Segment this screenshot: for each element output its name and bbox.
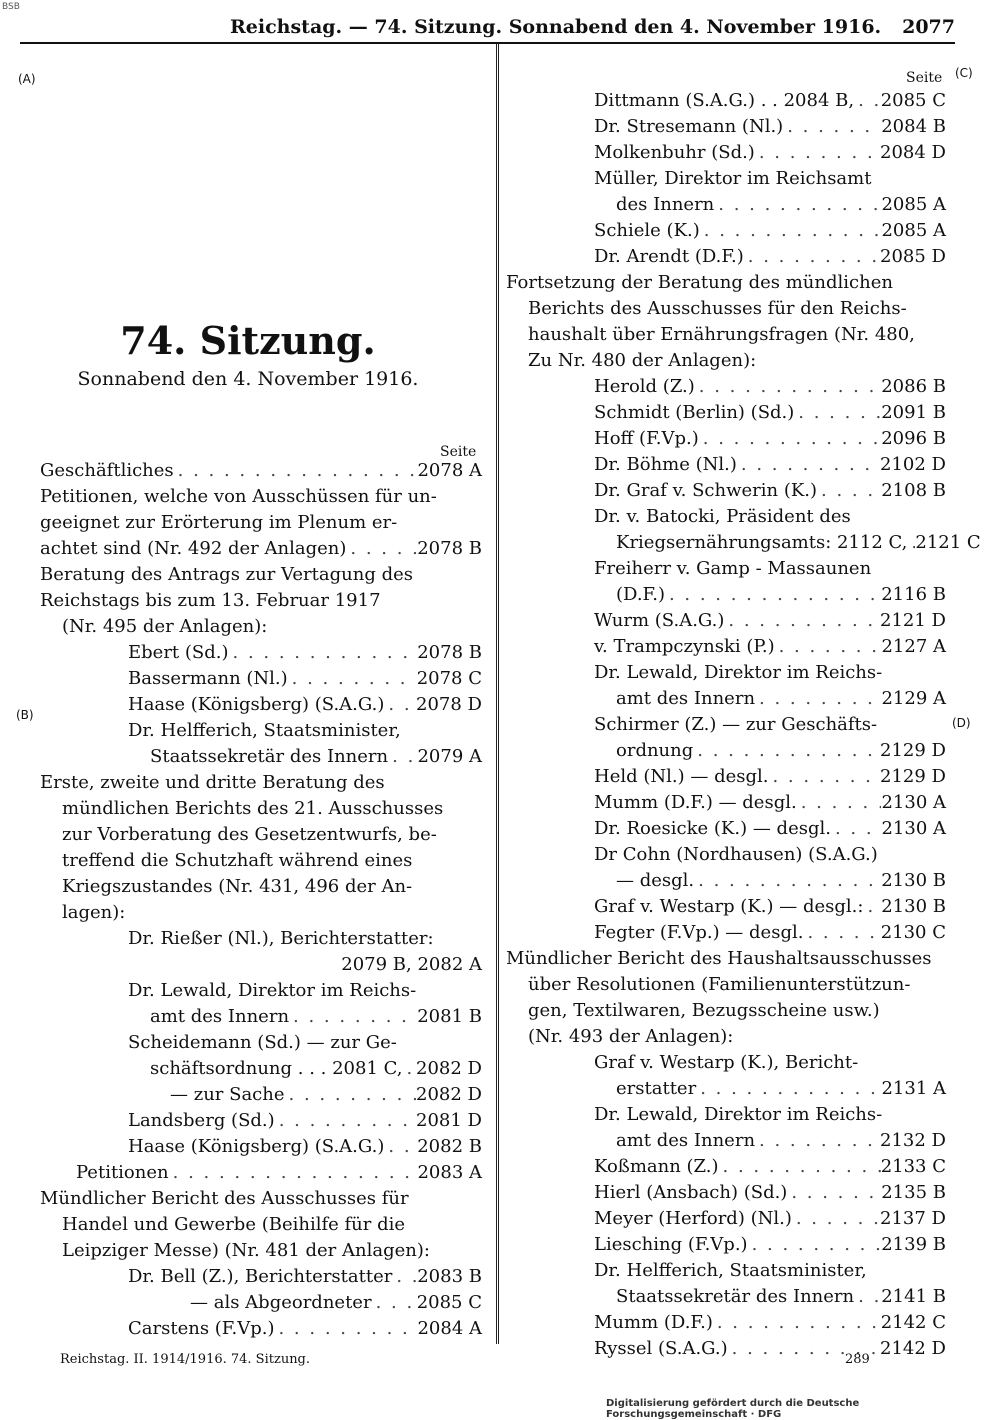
index-entry: — als Abgeordneter . . . 2085 C xyxy=(40,1290,482,1316)
seite-label-right: Seite xyxy=(906,70,943,86)
index-text: Mündlicher Bericht des Ausschusses für xyxy=(40,1188,409,1209)
left-column-index xyxy=(40,458,482,1342)
index-entry: Dittmann (S.A.G.) . . 2084 B, . . . 2085 C xyxy=(506,88,946,114)
index-entry: des Innern . . . 2085 A xyxy=(506,192,946,218)
index-entry: Dr. Stresemann (Nl.) . . . 2084 B xyxy=(506,114,946,140)
index-entry: — zur Sache . . . 2082 D xyxy=(40,1082,482,1108)
dfg-credit: Digitalisierung gefördert durch die Deutsche Forschungsgemeinschaft · DFG xyxy=(606,1398,860,1420)
index-entry: Hierl (Ansbach) (Sd.) . . . 2135 B xyxy=(506,1180,946,1206)
footer-signature: Reichstag. II. 1914/1916. 74. Sitzung. xyxy=(60,1352,311,1367)
index-text: geeignet zur Erörterung im Plenum er- xyxy=(40,512,398,533)
index-entry: schäftsordnung . . . 2081 C, . . . 2082 D xyxy=(40,1056,482,1082)
index-text: Dr. Rießer (Nl.), Berichterstatter: xyxy=(128,928,434,949)
index-text: Dr. Lewald, Direktor im Reichs- xyxy=(128,980,417,1001)
header-title: Reichstag. — 74. Sitzung. Sonnabend den 4. November 1916. xyxy=(230,16,882,38)
index-entry: Hoff (F.Vp.) . . . 2096 B xyxy=(506,426,946,452)
index-entry: Carstens (F.Vp.) . . . 2084 A xyxy=(40,1316,482,1342)
running-header xyxy=(230,16,955,38)
index-entry: Koßmann (Z.) . . . 2133 C xyxy=(506,1154,946,1180)
index-entry: Haase (Königsberg) (S.A.G.) . . . 2078 D xyxy=(40,692,482,718)
index-entry: Ryssel (S.A.G.) . . . 2142 D xyxy=(506,1336,946,1362)
index-entry: Landsberg (Sd.) . . . 2081 D xyxy=(40,1108,482,1134)
index-entry: Held (Nl.) — desgl. . . . 2129 D xyxy=(506,764,946,790)
index-entry: Mumm (D.F.) — desgl. . . . 2130 A xyxy=(506,790,946,816)
index-entry: — desgl. . . . 2130 B xyxy=(506,868,946,894)
index-text: Freiherr v. Gamp - Massaunen xyxy=(594,558,872,579)
index-entry: Staatssekretär des Innern . . . 2079 A xyxy=(40,744,482,770)
index-text: Dr. Lewald, Direktor im Reichs- xyxy=(594,1104,883,1125)
index-text: Müller, Direktor im Reichsamt xyxy=(594,168,872,189)
index-entry: Bassermann (Nl.) . . . 2078 C xyxy=(40,666,482,692)
margin-marker-b: (B) xyxy=(16,708,34,722)
index-entry: Schiele (K.) . . . 2085 A xyxy=(506,218,946,244)
index-entry: (D.F.) . . . 2116 B xyxy=(506,582,946,608)
index-entry: amt des Innern . . . 2132 D xyxy=(506,1128,946,1154)
index-text: 2079 B, 2082 A xyxy=(341,954,482,975)
index-entry: Haase (Königsberg) (S.A.G.) . . . 2082 B xyxy=(40,1134,482,1160)
index-entry: Liesching (F.Vp.) . . . 2139 B xyxy=(506,1232,946,1258)
index-entry: Dr. Roesicke (K.) — desgl. . . . 2130 A xyxy=(506,816,946,842)
index-text: haushalt über Ernährungsfragen (Nr. 480, xyxy=(528,324,915,345)
margin-marker-c: (C) xyxy=(955,66,973,80)
index-entry: ordnung . . . 2129 D xyxy=(506,738,946,764)
index-text: Berichts des Ausschusses für den Reichs- xyxy=(528,298,907,319)
index-text: treffend die Schutzhaft während eines xyxy=(62,850,413,871)
index-entry: v. Trampczynski (P.) . . . 2127 A xyxy=(506,634,946,660)
index-entry: Mumm (D.F.) . . . 2142 C xyxy=(506,1310,946,1336)
index-entry: Graf v. Westarp (K.) — desgl.: . . . 2130 B xyxy=(506,894,946,920)
index-text: (Nr. 493 der Anlagen): xyxy=(528,1026,734,1047)
index-entry: achtet sind (Nr. 492 der Anlagen) . . . 2078 B xyxy=(40,536,482,562)
header-rule xyxy=(20,42,955,44)
index-entry: Geschäftliches . . . 2078 A xyxy=(40,458,482,484)
index-entry: Meyer (Herford) (Nl.) . . . 2137 D xyxy=(506,1206,946,1232)
index-text: Dr. Helfferich, Staatsminister, xyxy=(128,720,401,741)
index-text: Erste, zweite und dritte Beratung des xyxy=(40,772,385,793)
footer-sheet-number: 289 xyxy=(845,1352,870,1367)
index-text: Kriegszustandes (Nr. 431, 496 der An- xyxy=(62,876,413,897)
index-text: Scheidemann (Sd.) — zur Ge- xyxy=(128,1032,397,1053)
index-text: Beratung des Antrags zur Vertagung des xyxy=(40,564,413,585)
library-corner-label: BSB xyxy=(2,2,20,12)
index-entry: erstatter . . . 2131 A xyxy=(506,1076,946,1102)
index-entry: Herold (Z.) . . . 2086 B xyxy=(506,374,946,400)
index-text: Reichstags bis zum 13. Februar 1917 xyxy=(40,590,381,611)
index-entry: Petitionen . . . 2083 A xyxy=(40,1160,482,1186)
index-text: lagen): xyxy=(62,902,126,923)
index-text: gen, Textilwaren, Bezugsscheine usw.) xyxy=(528,1000,880,1021)
margin-marker-a: (A) xyxy=(18,72,36,86)
index-text: Dr. Helfferich, Staatsminister, xyxy=(594,1260,867,1281)
margin-marker-d: (D) xyxy=(952,716,971,730)
index-entry: amt des Innern . . . 2081 B xyxy=(40,1004,482,1030)
index-entry: Dr. Bell (Z.), Berichterstatter . . . 2083 B xyxy=(40,1264,482,1290)
index-text: Dr. v. Batocki, Präsident des xyxy=(594,506,851,527)
index-text: Zu Nr. 480 der Anlagen): xyxy=(528,350,757,371)
index-text: mündlichen Berichts des 21. Ausschusses xyxy=(62,798,444,819)
session-title: 74. Sitzung. xyxy=(120,318,376,363)
index-text: Petitionen, welche von Ausschüssen für un- xyxy=(40,486,437,507)
header-page-number: 2077 xyxy=(902,16,955,38)
index-entry: amt des Innern . . . 2129 A xyxy=(506,686,946,712)
index-text: (Nr. 495 der Anlagen): xyxy=(62,616,268,637)
index-entry: Schmidt (Berlin) (Sd.) . . . 2091 B xyxy=(506,400,946,426)
index-text: Dr Cohn (Nordhausen) (S.A.G.) xyxy=(594,844,878,865)
column-divider xyxy=(496,44,499,1344)
index-entry: Dr. Böhme (Nl.) . . . 2102 D xyxy=(506,452,946,478)
index-entry: Kriegsernährungsamts: 2112 C, . . . 2121 C xyxy=(506,530,946,556)
session-date: Sonnabend den 4. November 1916. xyxy=(77,368,419,390)
index-text: Dr. Lewald, Direktor im Reichs- xyxy=(594,662,883,683)
index-text: Graf v. Westarp (K.), Bericht- xyxy=(594,1052,859,1073)
index-text: Leipziger Messe) (Nr. 481 der Anlagen): xyxy=(62,1240,430,1261)
index-entry: Dr. Graf v. Schwerin (K.) . . . 2108 B xyxy=(506,478,946,504)
index-entry: Staatssekretär des Innern . . . 2141 B xyxy=(506,1284,946,1310)
index-entry: Ebert (Sd.) . . . 2078 B xyxy=(40,640,482,666)
index-text: zur Vorberatung des Gesetzentwurfs, be- xyxy=(62,824,437,845)
index-text: Schirmer (Z.) — zur Geschäfts- xyxy=(594,714,878,735)
index-text: Mündlicher Bericht des Haushaltsausschusses xyxy=(506,948,932,969)
index-entry: Dr. Arendt (D.F.) . . . 2085 D xyxy=(506,244,946,270)
index-text: Fortsetzung der Beratung des mündlichen xyxy=(506,272,893,293)
index-entry: Wurm (S.A.G.) . . . 2121 D xyxy=(506,608,946,634)
index-entry: Fegter (F.Vp.) — desgl. . . . 2130 C xyxy=(506,920,946,946)
index-text: über Resolutionen (Familienunterstützun- xyxy=(528,974,911,995)
right-column-index xyxy=(506,88,981,1362)
index-entry: Molkenbuhr (Sd.) . . . 2084 D xyxy=(506,140,946,166)
index-text: Handel und Gewerbe (Beihilfe für die xyxy=(62,1214,406,1235)
seite-label-left: Seite xyxy=(440,444,477,460)
